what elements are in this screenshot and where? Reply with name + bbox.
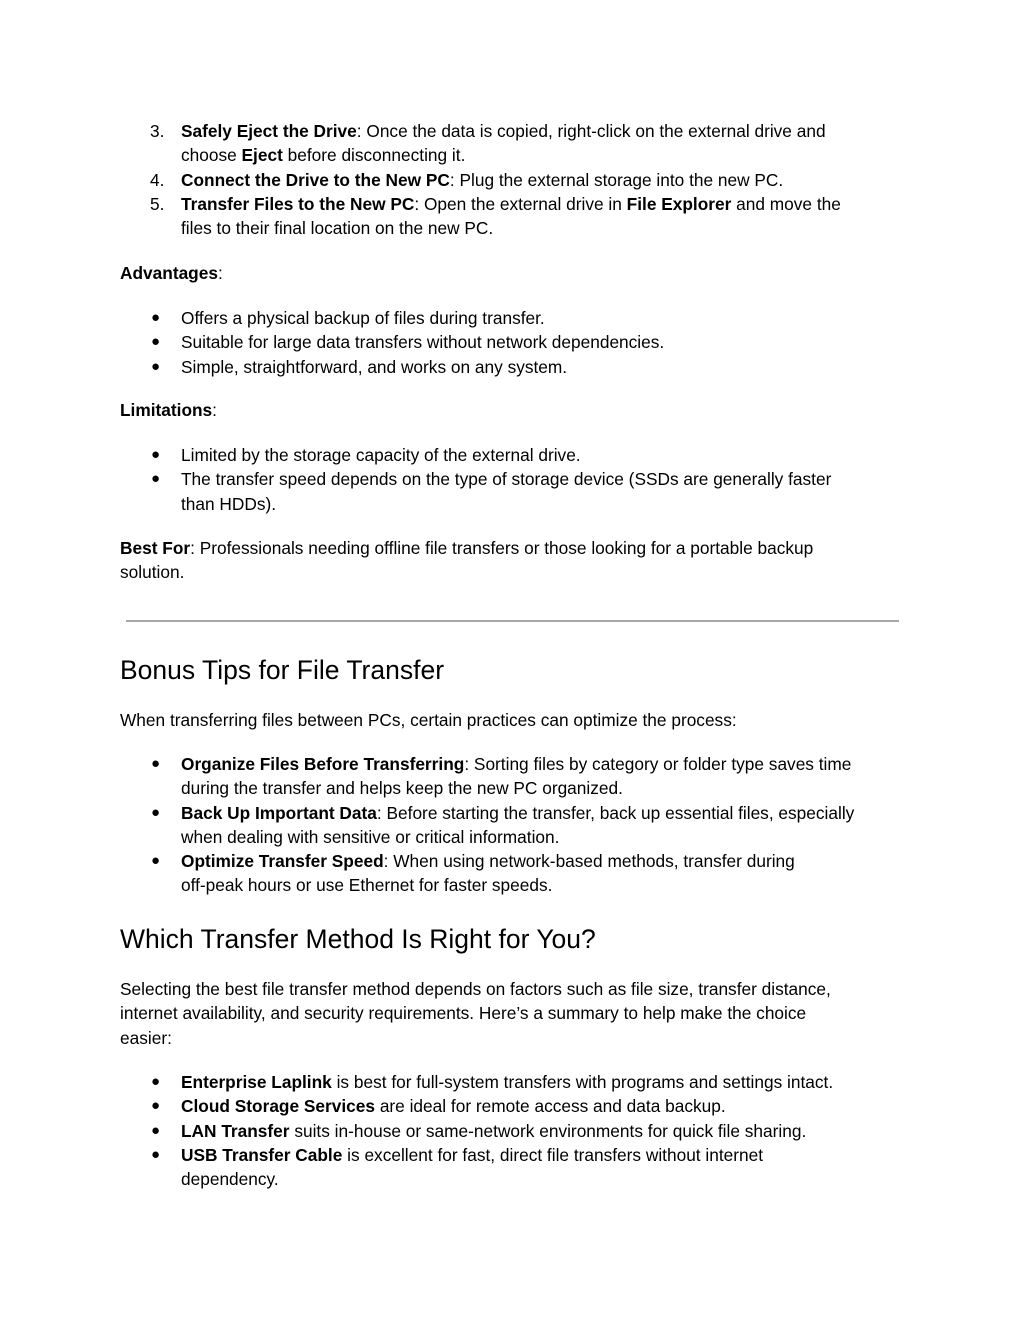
step-number: 4. bbox=[150, 169, 165, 190]
step-text: files to their final location on the new PC. bbox=[181, 218, 494, 239]
bullet-icon: ● bbox=[151, 1097, 161, 1115]
bonus-heading: Bonus Tips for File Transfer bbox=[120, 655, 445, 685]
bullet-icon: ● bbox=[151, 446, 161, 463]
advantages-label: Advantages: bbox=[120, 263, 223, 283]
step-text: and move the bbox=[731, 193, 841, 214]
step-keyword: Eject bbox=[241, 145, 283, 166]
step-title: Connect the Drive to the New PC bbox=[181, 169, 450, 190]
bullet-icon: ● bbox=[151, 755, 161, 772]
best-for-paragraph: Best For: Professionals needing offline file transfers or those looking for a portable backup solution. bbox=[120, 538, 814, 583]
step-title: Safely Eject the Drive bbox=[181, 121, 357, 141]
step-title: Transfer Files to the New PC bbox=[181, 193, 415, 214]
document-page: 3. Safely Eject the Drive: Once the data is copied, right-click on the external drive and choose Eject before disconnecting it. 4. Connect the Drive to the New PC: Plug the external storage into the new PC. 5. Transfer Files to the New PC: Open the external drive in File Explorer and move the files to their final location on the new PC. Advantages: ● Offers a physical backup of files during transfer. ● Suitable for large data transfers without network dependencies. ● Simple, straightforward, and works on any system. Limitations: ● Limited by the storage capacity of the external drive. ● The transfer speed depends on the type of storage device (SSDs are generally faster than HDDs). Best For: Professionals needing offline file transfers or those looking for a portable backup solution. Bonus Tips for File Transfer When transferring files between PCs, certain practices can optimize the process: ● Organize Files Before Transferring: Sorting files by category or folder type saves time during the transfer and helps keep the new PC organized. ● Back Up Important Data: Before starting the transfer, back up essential files, especially when dealing with sensitive or critical information. ● Optimize Transfer Speed: When using network-based methods, transfer during off-peak hours or use Ethernet for faster speeds. Which Transfer Method Is Right for You? Selecting the best file transfer method depends on factors such as file size, transfer distance, internet availability, and security requirements. Here’s a summary to help make the choice easier: ● Enterprise Laplink is best for full-system transfers with programs and settings intact. ● Cloud Storage Services are ideal for remote access and data backup. ● LAN Transfer suits in-house or same-network environments for quick file sharing. ● USB Transfer Cable is excellent for fast, direct file transfers without internet dependency. bbox=[0, 0, 1024, 1325]
step-text: : Once the data is copied, right-click on the external drive and bbox=[356, 121, 826, 141]
bullet-icon: ● bbox=[151, 309, 161, 326]
bonus-intro: When transferring files between PCs, certain practices can optimize the process: bbox=[120, 710, 737, 730]
bullet-icon: ● bbox=[151, 1073, 161, 1090]
bullet-icon: ● bbox=[151, 333, 161, 351]
bullet-icon: ● bbox=[151, 470, 161, 488]
which-intro: Selecting the best file transfer method depends on factors such as file size, transfer distance, internet availability, and security requirements. Here’s a summary to help make the choice easier: bbox=[120, 979, 831, 1048]
bullet-icon: ● bbox=[151, 357, 161, 375]
which-heading: Which Transfer Method Is Right for You? bbox=[120, 924, 596, 954]
bullet-icon: ● bbox=[151, 1145, 161, 1163]
step-text: choose bbox=[181, 145, 242, 166]
bullet-icon: ● bbox=[151, 1121, 161, 1139]
bullet-icon: ● bbox=[151, 803, 161, 821]
step-number: 5. bbox=[150, 193, 165, 214]
limitations-label: Limitations: bbox=[120, 400, 217, 420]
step-number: 3. bbox=[150, 121, 165, 141]
step-text: : Open the external drive in bbox=[414, 193, 627, 214]
step-keyword: File Explorer bbox=[626, 193, 732, 214]
step-text: before disconnecting it. bbox=[282, 145, 466, 166]
bullet-icon: ● bbox=[151, 852, 161, 870]
section-divider bbox=[126, 620, 899, 622]
step-text: : Plug the external storage into the new PC. bbox=[449, 169, 784, 190]
